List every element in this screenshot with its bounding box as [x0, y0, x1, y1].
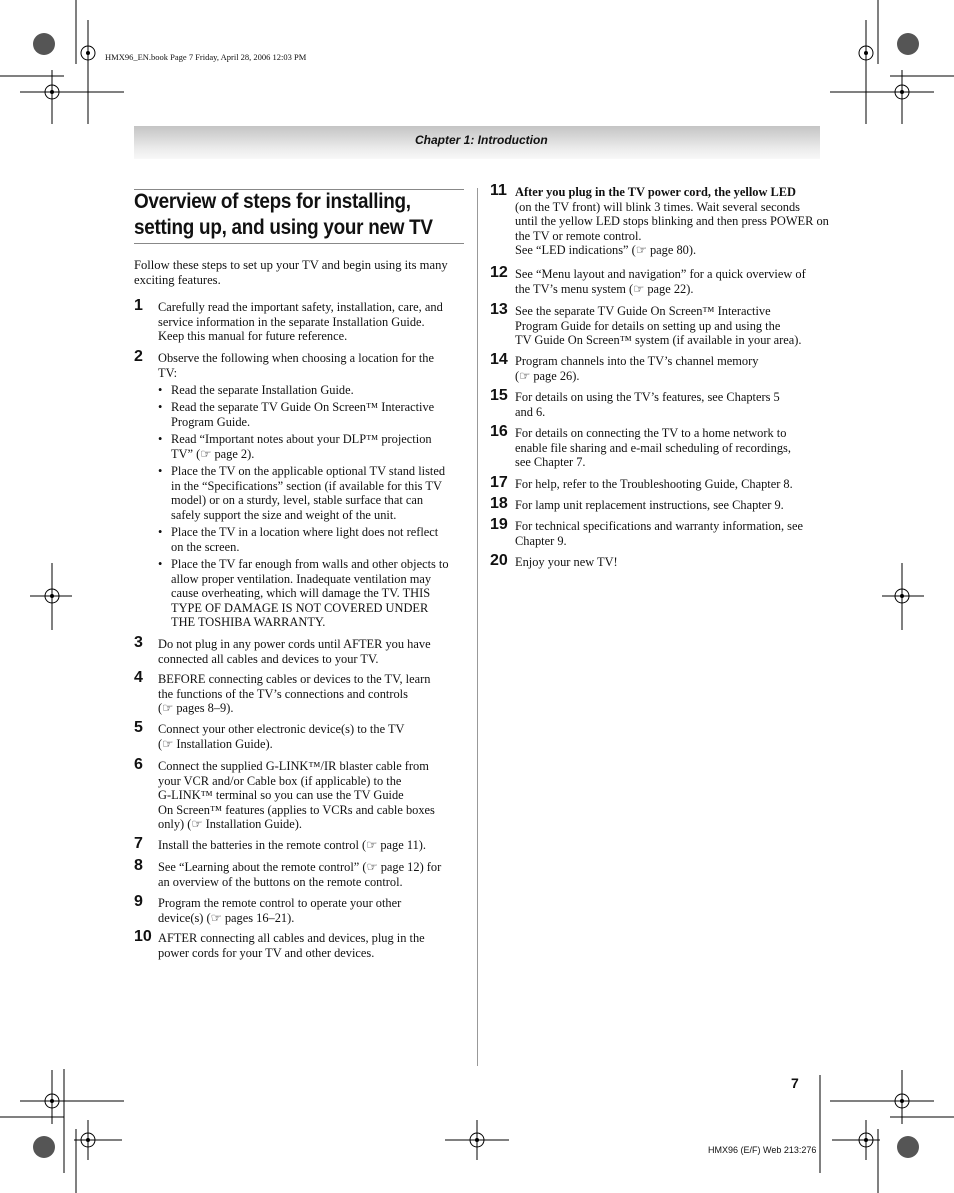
text-line: (on the TV front) will blink 3 times. Wait several seconds [515, 199, 800, 214]
text-line: See the separate TV Guide On Screen™ Interactive [515, 304, 771, 318]
text-line: in the “Specifications” section (if available for this TV [171, 478, 442, 493]
text-line: Install the batteries in the remote control (☞ page 11). [158, 838, 427, 852]
text-line: For technical specifications and warranty information, see [515, 519, 803, 533]
text-line: Enjoy your new TV! [515, 555, 618, 569]
step-number: 2 [134, 348, 143, 365]
text-line: safely support the size and weight of the unit. [171, 507, 397, 522]
step-number: 19 [490, 516, 508, 533]
text-line: Read the separate TV Guide On Screen™ Interactive [171, 400, 435, 414]
column-divider [477, 188, 478, 1066]
step-number: 8 [134, 857, 143, 874]
text-line: Program the remote control to operate your other [158, 896, 402, 910]
step-number: 5 [134, 719, 143, 736]
bullet-dot: • [158, 557, 163, 571]
chapter-header [134, 126, 820, 159]
step-number: 7 [134, 835, 143, 852]
text-line: model) or on a sturdy, level, stable surface that can [171, 493, 424, 508]
bullet-dot: • [158, 383, 163, 397]
step-number: 6 [134, 756, 143, 773]
text-line: Place the TV in a location where light does not reflect [171, 525, 439, 539]
print-code: HMX96 (E/F) Web 213:276 [708, 1145, 817, 1155]
text-line: Place the TV far enough from walls and other objects to [171, 557, 449, 571]
text-line: on the screen. [171, 539, 240, 554]
step-number: 9 [134, 893, 143, 910]
text-line: Place the TV on the applicable optional TV stand listed [171, 464, 446, 478]
text-line: Read “Important notes about your DLP™ projection [171, 432, 432, 446]
text-line: enable file sharing and e-mail scheduling of recordings, [515, 440, 791, 455]
text-line: the TV or remote control. [515, 228, 642, 243]
page-number: 7 [791, 1075, 799, 1091]
step-number: 4 [134, 669, 143, 686]
text-line: See “LED indications” (☞ page 80). [515, 243, 697, 258]
step-number: 10 [134, 928, 152, 945]
bullet-dot: • [158, 400, 163, 414]
bullet-dot: • [158, 432, 163, 446]
intro-paragraph: Follow these steps to set up your TV and begin using its many exciting features. [134, 258, 448, 287]
text-line: Observe the following when choosing a location for the [158, 351, 434, 365]
step-number: 1 [134, 297, 143, 314]
text-line: See “Learning about the remote control” (☞ page 12) for [158, 860, 442, 874]
step-number: 20 [490, 552, 508, 569]
text-line: Do not plug in any power cords until AFTER you have [158, 637, 431, 651]
step-number: 18 [490, 495, 508, 512]
text-line: THE TOSHIBA WARRANTY. [171, 615, 326, 630]
text-line: connected all cables and devices to your TV. [158, 651, 379, 666]
text-line: cause overheating, which will damage the TV. THIS [171, 586, 431, 601]
text-line: TYPE OF DAMAGE IS NOT COVERED UNDER [171, 600, 429, 615]
step-number: 17 [490, 474, 508, 491]
text-line: TV Guide On Screen™ system (if available in your area). [515, 333, 802, 348]
text-line: Program channels into the TV’s channel memory [515, 354, 759, 368]
text-line: AFTER connecting all cables and devices, plug in the [158, 931, 425, 945]
bullet-dot: • [158, 464, 163, 478]
text-line: your VCR and/or Cable box (if applicable) to the [158, 773, 402, 788]
step-number: 15 [490, 387, 508, 404]
text-line: (☞ Installation Guide). [158, 736, 273, 751]
step-number: 3 [134, 634, 143, 651]
text-line: power cords for your TV and other devices. [158, 945, 375, 960]
text-line: G-LINK™ terminal so you can use the TV Guide [158, 788, 404, 803]
text-line: Connect your other electronic device(s) to the TV [158, 722, 405, 736]
text-line: See “Menu layout and navigation” for a quick overview of [515, 267, 806, 281]
text-line: TV: [158, 365, 178, 380]
text-line: For details on using the TV’s features, see Chapters 5 [515, 390, 780, 404]
section-title [134, 189, 463, 241]
chapter-title: Chapter 1: Introduction [415, 133, 548, 147]
bullet-dot: • [158, 525, 163, 539]
text-line: Program Guide. [171, 414, 251, 429]
text-line: For help, refer to the Troubleshooting Guide, Chapter 8. [515, 477, 793, 491]
text-line: (☞ pages 8–9). [158, 701, 234, 716]
step-number: 11 [490, 182, 507, 199]
text-line: allow proper ventilation. Inadequate ventilation may [171, 571, 432, 586]
text-line: the TV’s menu system (☞ page 22). [515, 281, 694, 296]
text-line: Program Guide for details on setting up and using the [515, 318, 781, 333]
heading-bottom-rule [134, 243, 464, 244]
text-line: and 6. [515, 404, 546, 419]
text-line: Chapter 9. [515, 533, 567, 548]
section-title-line1: Overview of steps for installing, [134, 190, 411, 213]
text-line: After you plug in the TV power cord, the yellow LED [515, 185, 796, 199]
text-line: Keep this manual for future reference. [158, 329, 348, 344]
text-line: BEFORE connecting cables or devices to the TV, learn [158, 672, 431, 686]
book-info: HMX96_EN.book Page 7 Friday, April 28, 2006 12:03 PM [105, 52, 307, 62]
text-line: Connect the supplied G-LINK™/IR blaster cable from [158, 759, 429, 773]
text-line: the functions of the TV’s connections and controls [158, 686, 408, 701]
step-number: 14 [490, 351, 508, 368]
text-line: Carefully read the important safety, installation, care, and [158, 300, 443, 314]
text-line: (☞ page 26). [515, 368, 580, 383]
text-line: For details on connecting the TV to a home network to [515, 426, 787, 440]
step-number: 16 [490, 423, 508, 440]
step-number: 13 [490, 301, 508, 318]
text-line: until the yellow LED stops blinking and then press POWER on [515, 214, 829, 229]
text-line: only) (☞ Installation Guide). [158, 817, 302, 832]
text-line: device(s) (☞ pages 16–21). [158, 910, 295, 925]
text-line: TV” (☞ page 2). [171, 446, 255, 461]
text-line: an overview of the buttons on the remote control. [158, 874, 403, 889]
text-line: For lamp unit replacement instructions, see Chapter 9. [515, 498, 784, 512]
text-line: service information in the separate Installation Guide. [158, 314, 425, 329]
text-line: Read the separate Installation Guide. [171, 383, 354, 397]
text-line: On Screen™ features (applies to VCRs and cable boxes [158, 802, 435, 817]
text-line: see Chapter 7. [515, 455, 586, 470]
step-number: 12 [490, 264, 508, 281]
section-title-line2: setting up, and using your new TV [134, 216, 433, 239]
